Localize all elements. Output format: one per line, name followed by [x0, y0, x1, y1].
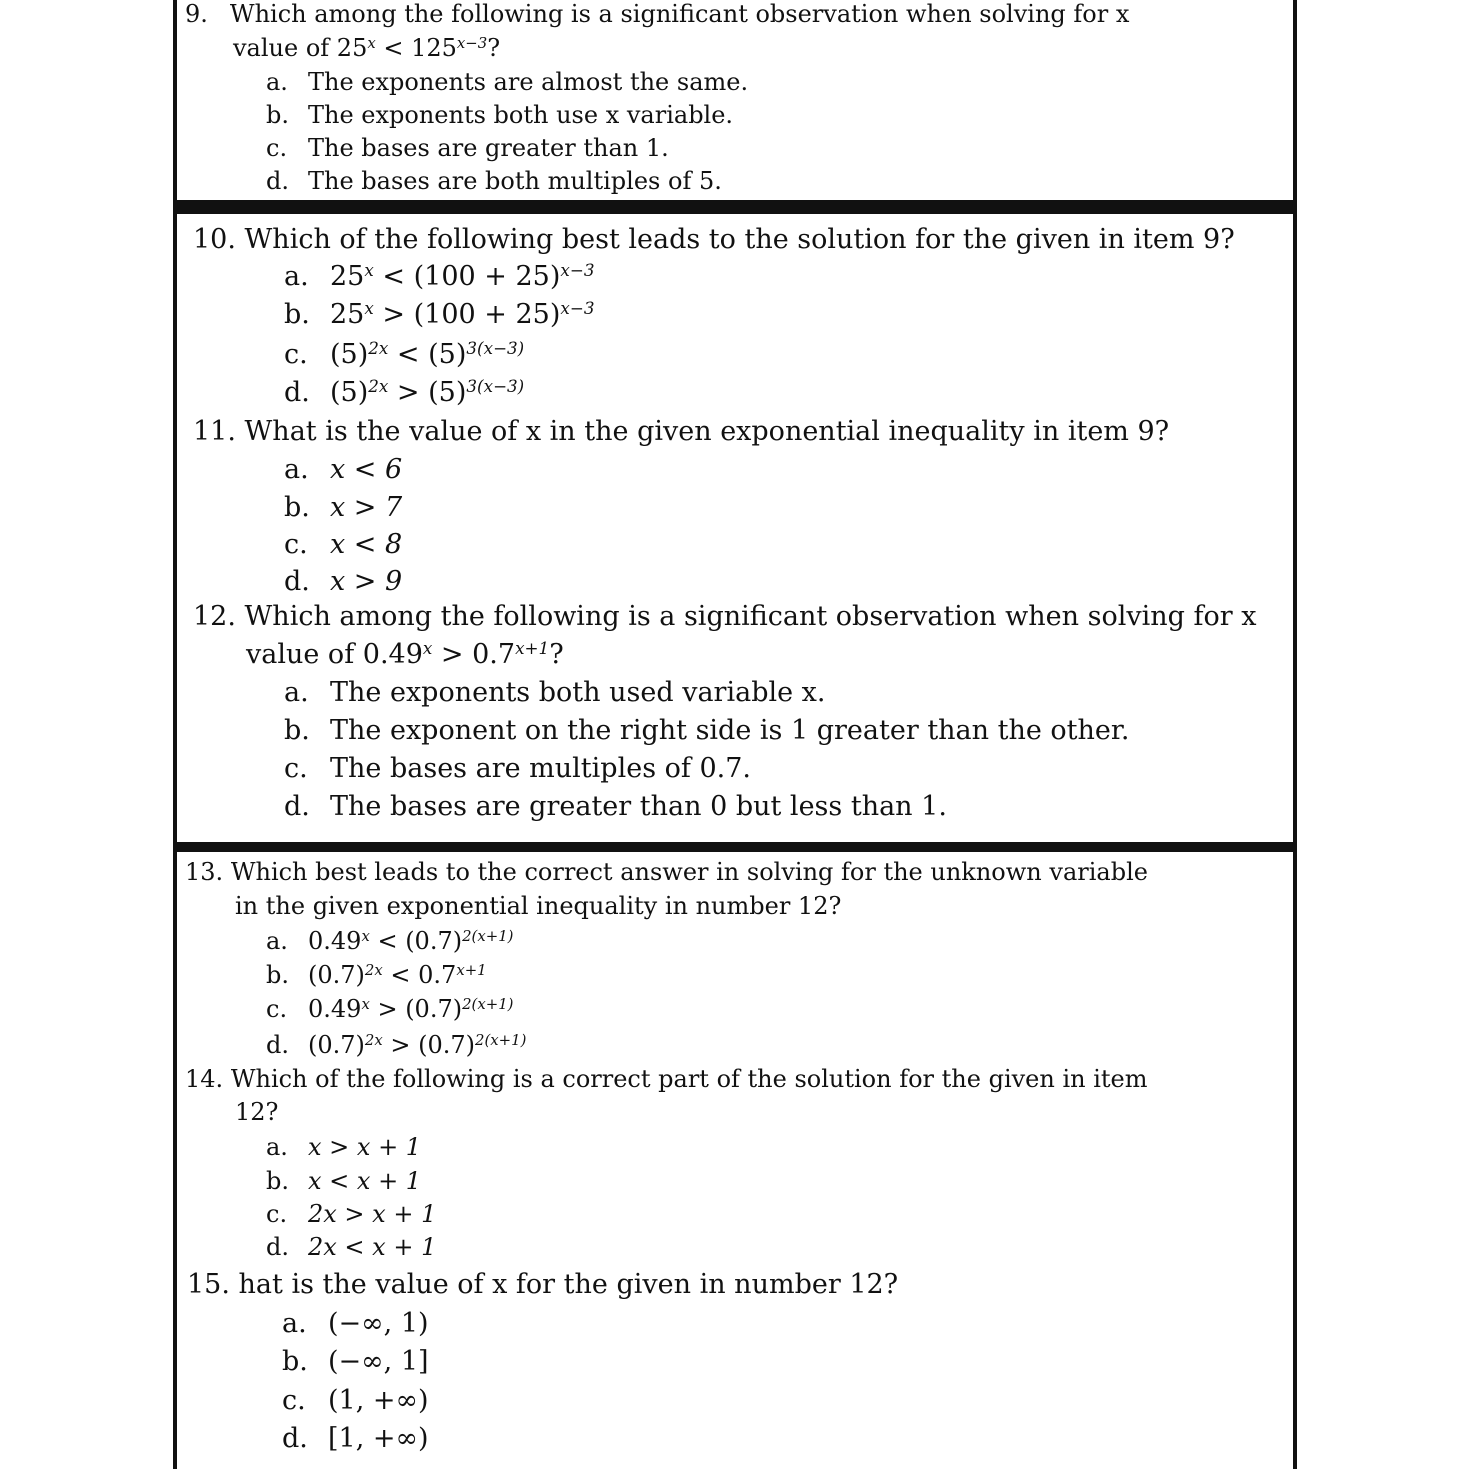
divider-bar	[173, 842, 1297, 852]
question-text: hat is the value of x for the given in number 12?	[238, 1269, 899, 1300]
option-10c[interactable]: c. $(5)^{2x} < (5)^{3(x-3)}$	[284, 337, 525, 370]
question-number: 15.	[187, 1269, 230, 1300]
option-11a[interactable]: a. x < 6	[284, 454, 403, 485]
option-9d[interactable]: d. The bases are both multiples of 5.	[266, 167, 722, 195]
question-14-line-1	[185, 1062, 1148, 1096]
option-13b[interactable]: b. $(0.7)^{2x} < 0.7^{x+1}$	[266, 960, 487, 989]
option-15a[interactable]: a. (−∞, 1)	[282, 1308, 429, 1339]
question-15-stem	[187, 1266, 898, 1304]
option-9c[interactable]: c. The bases are greater than 1.	[266, 134, 669, 162]
option-14b[interactable]: b. x < x + 1	[266, 1167, 422, 1195]
question-9-line-2: value of $25^x < 125^{x-3}$?	[233, 33, 501, 62]
question-number: 12.	[193, 601, 236, 632]
question-number: 13.	[185, 858, 224, 886]
question-11-stem	[193, 413, 1169, 451]
option-9b[interactable]: b. The exponents both use x variable.	[266, 101, 734, 129]
option-13d[interactable]: d. $(0.7)^{2x} > (0.7)^{2(x+1)}$	[266, 1030, 527, 1059]
question-number: 14.	[185, 1065, 224, 1093]
divider-bar	[173, 200, 1297, 214]
question-14-line-2: 12?	[235, 1098, 279, 1126]
option-14a[interactable]: a. x > x + 1	[266, 1133, 422, 1161]
option-12b[interactable]: b. The exponent on the right side is 1 greater than the other.	[284, 715, 1130, 746]
option-11d[interactable]: d. x > 9	[284, 566, 403, 597]
option-10a[interactable]: a. $25^x < (100 + 25)^{x-3}$	[284, 259, 595, 292]
option-15b[interactable]: b. (−∞, 1]	[282, 1346, 429, 1377]
question-text: Which among the following is a significant observation when solving for x	[244, 601, 1257, 632]
option-11b[interactable]: b. x > 7	[284, 492, 403, 523]
question-number: 11.	[193, 416, 236, 447]
question-12-line-1	[193, 598, 1256, 636]
option-15d[interactable]: d. [1, +∞)	[282, 1423, 429, 1454]
option-10d[interactable]: d. $(5)^{2x} > (5)^{3(x-3)}$	[284, 375, 525, 408]
question-13-line-2: in the given exponential inequality in number 12?	[235, 892, 842, 920]
question-text: Which of the following is a correct part of the solution for the given in item	[230, 1065, 1148, 1093]
question-text: Which best leads to the correct answer in solving for the unknown variable	[230, 858, 1148, 886]
question-number: 10.	[193, 224, 236, 255]
question-12-line-2: value of $0.49^x > 0.7^{x+1}$?	[246, 637, 564, 670]
option-10b[interactable]: b. $25^x > (100 + 25)^{x-3}$	[284, 297, 595, 330]
option-13a[interactable]: a. $0.49^x < (0.7)^{2(x+1)}$	[266, 926, 514, 955]
option-15c[interactable]: c. (1, +∞)	[282, 1385, 429, 1416]
question-10-stem	[193, 221, 1235, 259]
option-14c[interactable]: c. 2x > x + 1	[266, 1200, 437, 1228]
question-text: Which among the following is a significant observation when solving for x	[229, 0, 1130, 28]
option-14d[interactable]: d. 2x < x + 1	[266, 1233, 437, 1261]
question-9-line-1	[185, 0, 1129, 31]
option-13c[interactable]: c. $0.49^x > (0.7)^{2(x+1)}$	[266, 994, 514, 1023]
question-13-line-1	[185, 855, 1148, 889]
question-text: Which of the following best leads to the solution for the given in item 9?	[244, 224, 1235, 255]
option-9a[interactable]: a. The exponents are almost the same.	[266, 68, 749, 96]
option-11c[interactable]: c. x < 8	[284, 529, 403, 560]
option-12c[interactable]: c. The bases are multiples of 0.7.	[284, 753, 751, 784]
question-number: 9.	[185, 0, 208, 28]
option-12d[interactable]: d. The bases are greater than 0 but less than 1.	[284, 791, 947, 822]
option-12a[interactable]: a. The exponents both used variable x.	[284, 677, 826, 708]
question-text: What is the value of x in the given exponential inequality in item 9?	[244, 416, 1170, 447]
